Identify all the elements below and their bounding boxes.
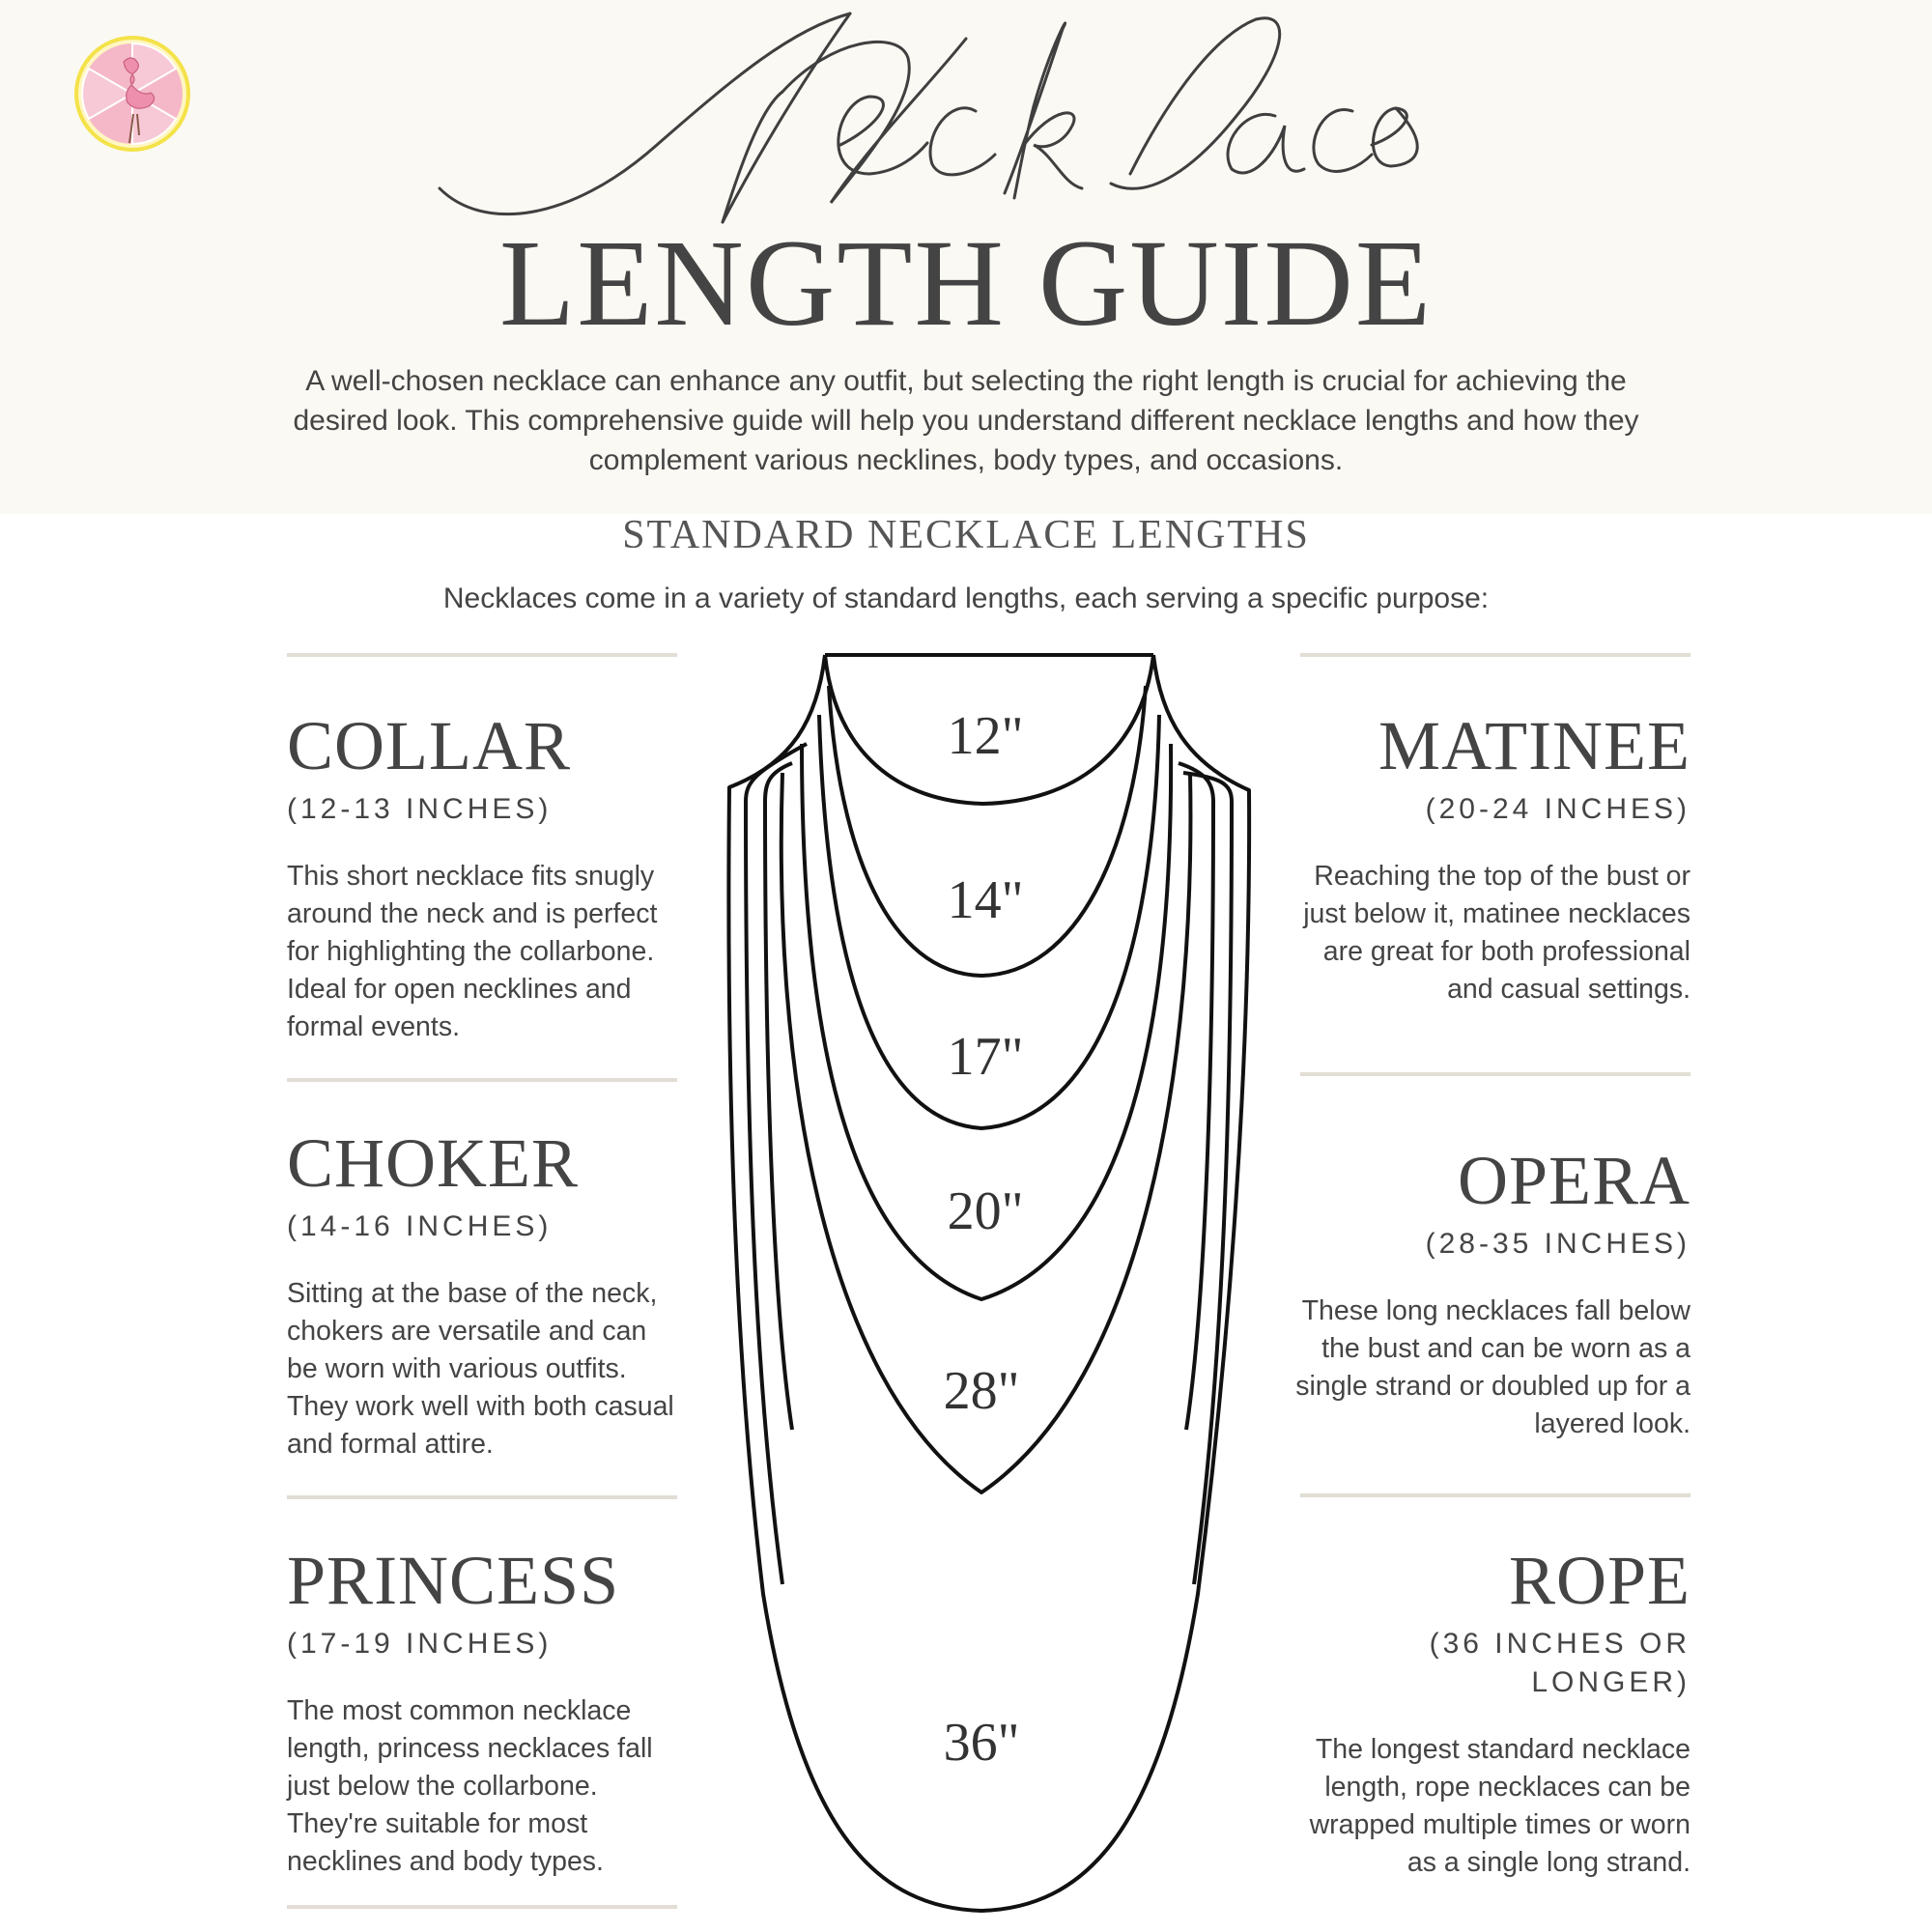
item-description: The longest standard necklace length, rope necklaces can be wrapped multiple times or worn as a single long strand. bbox=[1309, 1734, 1690, 1878]
length-item-choker bbox=[287, 1124, 683, 1463]
section-subtitle: Necklaces come in a variety of standard lengths, each serving a specific purpose: bbox=[442, 582, 1490, 614]
item-description: This short necklace fits snugly around the neck and is perfect for highlighting the collarbone. Ideal for open necklines and formal events. bbox=[287, 861, 658, 1042]
length-label-20: 20" bbox=[947, 1181, 1024, 1241]
necklace-length-diagram bbox=[715, 647, 1256, 1932]
length-label-36: 36" bbox=[943, 1713, 1020, 1773]
divider bbox=[287, 1905, 677, 1909]
length-item-collar bbox=[287, 707, 683, 1046]
divider bbox=[287, 1495, 677, 1499]
divider bbox=[287, 653, 677, 657]
divider bbox=[1300, 1493, 1690, 1497]
divider bbox=[287, 1078, 677, 1082]
item-name: COLLAR bbox=[287, 707, 571, 784]
item-description: Reaching the top of the bust or just below it, matinee necklaces are great for both professional and casual settings. bbox=[1303, 861, 1690, 1005]
length-label-14: 14" bbox=[947, 870, 1024, 930]
item-name: ROPE bbox=[1508, 1542, 1690, 1619]
length-label-12: 12" bbox=[947, 706, 1024, 766]
item-range: (28-35 INCHES) bbox=[1425, 1228, 1690, 1260]
divider bbox=[1300, 1072, 1690, 1076]
item-range: (12-13 INCHES) bbox=[287, 793, 553, 825]
item-name: CHOKER bbox=[287, 1124, 580, 1202]
length-label-28: 28" bbox=[943, 1361, 1020, 1421]
item-range: (17-19 INCHES) bbox=[287, 1628, 553, 1660]
item-name: PRINCESS bbox=[287, 1542, 620, 1619]
intro-paragraph: A well-chosen necklace can enhance any outfit, but selecting the right length is crucial for achieving the desired look. This comprehensive guide will help you understand different necklace lengths and how they complement various necklines, body types, and occasions. bbox=[293, 365, 1639, 476]
length-item-matinee bbox=[1294, 707, 1690, 1009]
item-description: Sitting at the base of the neck, chokers are versatile and can be worn with various outfits. They work well with both casual and formal attire. bbox=[287, 1278, 674, 1460]
item-range: (14-16 INCHES) bbox=[287, 1210, 553, 1242]
item-name: OPERA bbox=[1457, 1142, 1690, 1219]
item-range: (20-24 INCHES) bbox=[1425, 793, 1690, 825]
main-title: LENGTH GUIDE bbox=[499, 214, 1433, 352]
item-range: (36 INCHES OR LONGER) bbox=[1429, 1628, 1690, 1698]
item-name: MATINEE bbox=[1378, 707, 1690, 784]
section-title: STANDARD NECKLACE LENGTHS bbox=[622, 513, 1310, 557]
length-item-rope bbox=[1294, 1542, 1690, 1882]
length-item-princess bbox=[287, 1542, 683, 1881]
divider bbox=[1300, 653, 1690, 657]
item-description: These long necklaces fall below the bust and can be worn as a single strand or doubled up for a layered look. bbox=[1295, 1295, 1690, 1439]
length-item-opera bbox=[1294, 1142, 1690, 1443]
length-label-17: 17" bbox=[947, 1027, 1024, 1087]
item-description: The most common necklace length, princess necklaces fall just below the collarbone. They're suitable for most necklines and body types. bbox=[287, 1695, 653, 1877]
